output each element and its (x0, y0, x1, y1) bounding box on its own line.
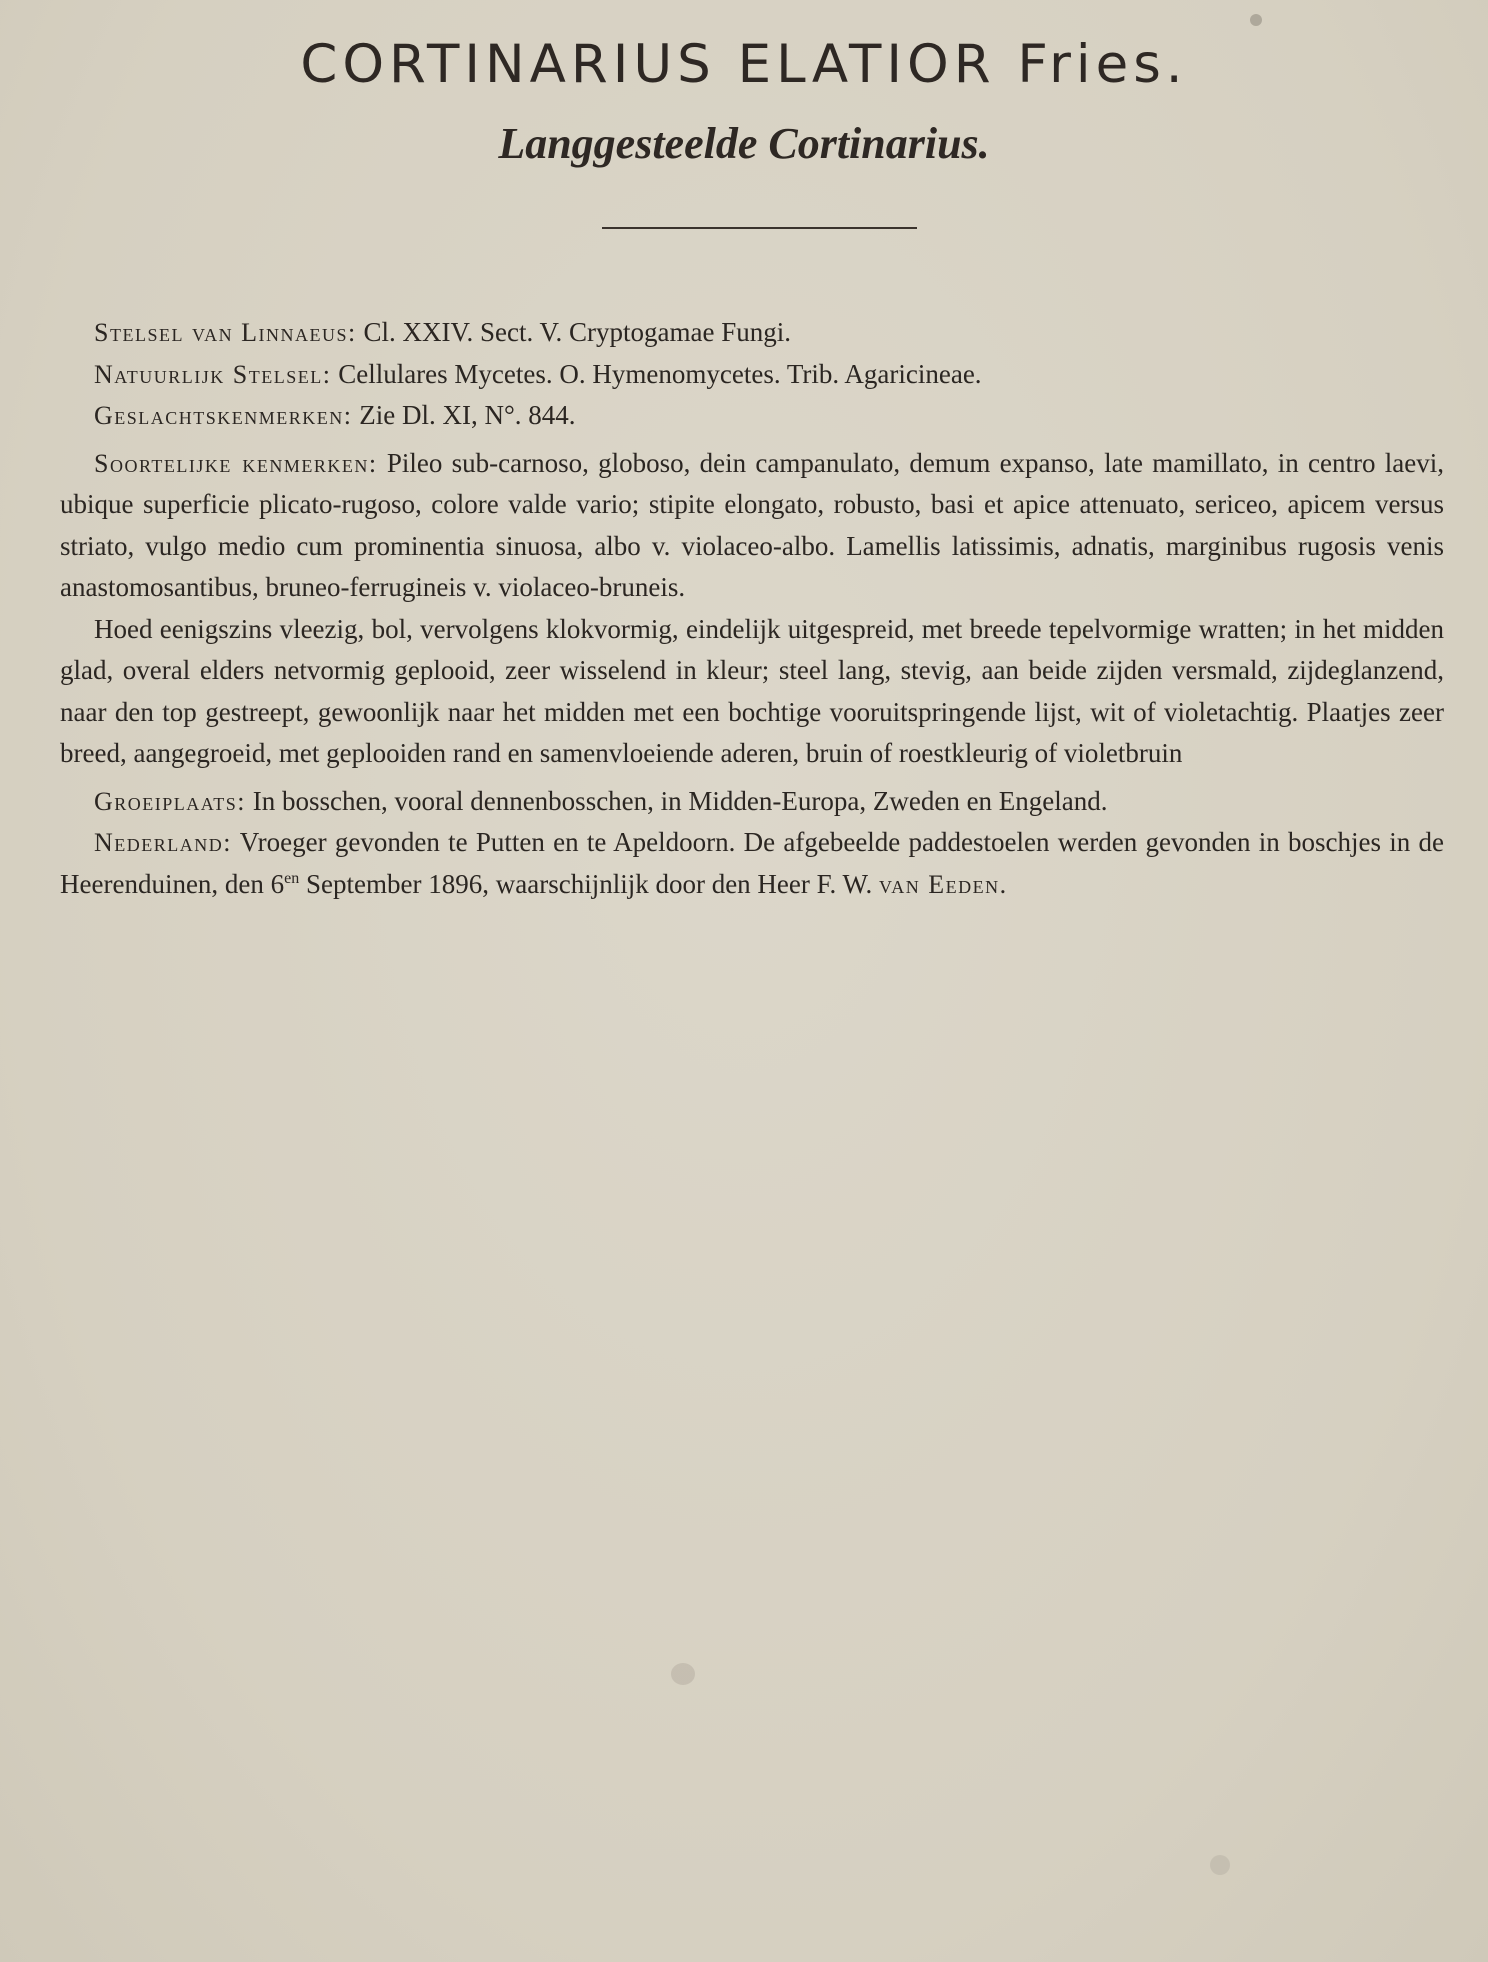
paper-spot (1210, 1855, 1230, 1875)
section-text-continued: September 1896, waarschijnlijk door den Heer F. W. (299, 868, 873, 899)
section-groeiplaats (60, 781, 1444, 823)
section-text: Cl. XXIV. Sect. V. Cryptogamae Fungi. (363, 317, 791, 347)
section-text: Zie Dl. XI, N°. 844. (359, 400, 576, 430)
section-label: Stelsel van Linnaeus: (94, 318, 357, 347)
page-title: CORTINARIUS ELATIOR Fries. (300, 34, 1188, 95)
paper-spot (671, 1663, 695, 1685)
section-label: Nederland: (94, 828, 232, 857)
section-linnaeus (60, 312, 1444, 354)
section-label: Groeiplaats: (94, 786, 247, 816)
section-text: In bosschen, vooral dennenbosschen, in Midden-Europa, Zweden en Engeland. (252, 785, 1108, 816)
section-label: Soortelijke kenmerken: (94, 448, 378, 478)
title-divider (602, 227, 917, 229)
date-superscript: en (284, 869, 300, 887)
section-soort (60, 443, 1444, 609)
section-geslacht (60, 395, 1444, 437)
section-text: Cellulares Mycetes. O. Hymenomycetes. Trib. Agaricineae. (338, 358, 982, 389)
section-beschrijving: Hoed eenigszins vleezig, bol, vervolgens klokvormig, eindelijk uitgespreid, met breede tepelvormige wratten; in het midden glad, overal elders netvormig geplooid, zeer wisselend in kleur; steel lang, stevig, aan beide zijden versmald, zijdeglanzend, naar den top gestreept, gewoonlijk naar het midden met een bochtige vooruitspringende lijst, wit of violetachtig. Plaatjes zeer breed, aangegroeid, met geplooiden rand en samenvloeiende aderen, bruin of roestkleurig of violetbruin (60, 613, 1444, 768)
page-subtitle: Langgesteelde Cortinarius. (498, 119, 990, 168)
section-nederland (60, 822, 1444, 905)
section-label: Geslachtskenmerken: (94, 401, 353, 430)
ink-blot (1250, 14, 1262, 26)
section-text: Pileo sub-carnoso, globoso, dein campanulato, demum expanso, late mamillato, in centro laevi, ubique superficie plicato-rugoso, colore valde vario; stipite elongato, robusto, basi et apice attenuato, sericeo, apicem versus striato, vulgo medio cum prominentia sinuosa, albo v. violaceo-albo. Lamellis latissimis, adnatis, marginibus rugosis venis anastomosantibus, bruneo-ferrugineis v. violaceo-bruneis. (60, 447, 1444, 602)
section-natuurlijk (60, 354, 1444, 396)
document-body (60, 312, 1444, 905)
author-name: van Eeden. (879, 869, 1008, 899)
section-text: Vroeger gevonden te Putten en te Apeldoorn. De afgebeelde paddestoelen werden gevonden in boschjes in de Heerenduinen, den 6 (60, 827, 1444, 899)
section-label: Natuurlijk Stelsel: (94, 359, 332, 389)
